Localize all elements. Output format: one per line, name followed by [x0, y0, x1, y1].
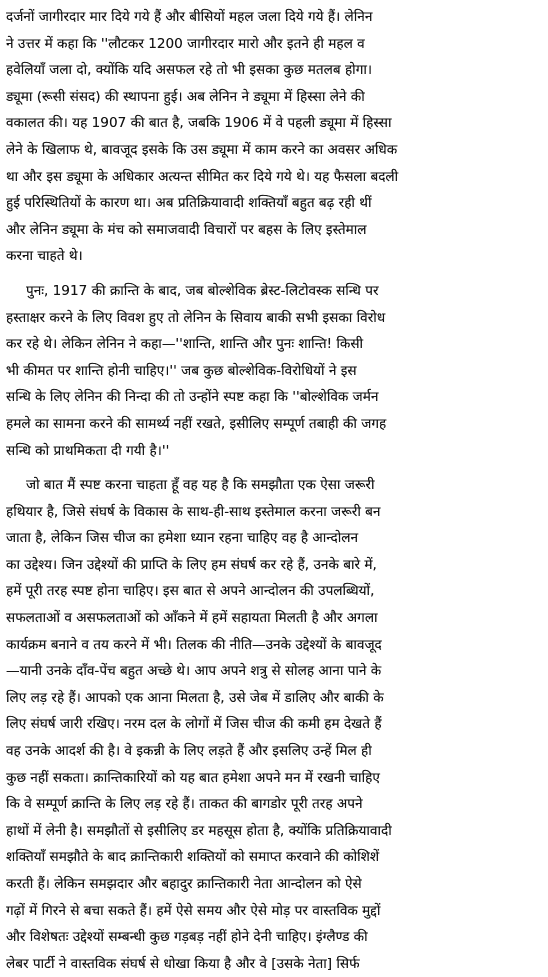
- text-line: —यानी उनके दाँव-पेंच बहुत अच्छे थे। आप अपने शत्रु से सोलह आना पाने के: [6, 663, 382, 680]
- paragraph-spacer: [6, 464, 542, 472]
- text-line: था और इस ड्यूमा के अधिकार अत्यन्त सीमित कर दिये गये थे। यह फैसला बदली: [6, 168, 399, 185]
- text-line: कार्यक्रम बनाने व तय करने में भी। तिलक की नीति—उनके उद्देश्यों के बावजूद: [6, 636, 382, 653]
- text-line: ड्यूमा (रूसी संसद) की स्थापना हुई। अब लेनिन ने ड्यूमा में हिस्सा लेने की: [6, 88, 365, 105]
- text-line: और विशेषतः उद्देश्यों सम्बन्धी कुछ गड़बड़ नहीं होने देनी चाहिए। इंग्लैण्ड की: [6, 929, 368, 946]
- text-line: शक्तियाँ समझौते के बाद क्रान्तिकारी शक्तियों को समाप्त करवाने की कोशिशें: [6, 849, 380, 866]
- paragraph-2: [6, 278, 542, 464]
- text-line: हुई परिस्थितियों के कारण था। अब प्रतिक्रियावादी शक्तियाँ बहुत बढ़ रही थीं: [6, 195, 372, 212]
- text-line: दर्जनों जागीरदार मार दिये गये हैं और बीसियों महल जला दिये गये हैं। लेनिन: [6, 9, 373, 25]
- paragraph-3: [6, 472, 542, 977]
- text-line: हाथों में लेनी है। समझौतों से इसीलिए डर महसूस होता है, क्योंकि प्रतिक्रियावादी: [6, 822, 392, 839]
- text-line: कि वे सम्पूर्ण क्रान्ति के लिए लड़ रहे हैं। ताकत की बागडोर पूरी तरह अपने: [6, 796, 363, 813]
- text-line: पुनः, 1917 की क्रान्ति के बाद, जब बोल्शेविक ब्रेस्ट-लिटोवस्क सन्धि पर: [26, 282, 379, 299]
- text-line: जाता है, लेकिन जिस चीज का हमेशा ध्यान रहना चाहिए वह है आन्दोलन: [6, 530, 358, 547]
- text-line: सफलताओं व असफलताओं को आँकने में हमें सहायता मिलती है और अगला: [6, 610, 378, 627]
- text-line: हवेलियाँ जला दो, क्योंकि यदि असफल रहे तो भी इसका कुछ मतलब होगा।: [6, 62, 373, 79]
- paragraph-spacer: [6, 270, 542, 278]
- text-line: का उद्देश्य। जिन उद्देश्यों की प्राप्ति के लिए हम संघर्ष कर रहे हैं, उनके बारे में,: [6, 556, 377, 573]
- text-line: हमले का सामना करने की सामर्थ्य नहीं रखते, इसीलिए सम्पूर्ण तबाही की जगह: [6, 415, 387, 432]
- text-line: लेने के खिलाफ थे, बावजूद इसके कि उस ड्यूमा में काम करने का अवसर अधिक: [6, 141, 398, 158]
- text-line: जो बात मैं स्पष्ट करना चाहता हूँ वह यह है कि समझौता एक ऐसा जरूरी: [26, 477, 375, 494]
- paragraph-1: [6, 4, 542, 270]
- text-line: ने उत्तर में कहा कि ''लौटकर 1200 जागीरदार मारो और इतने ही महल व: [6, 35, 365, 52]
- text-line: लिए लड़ रहे हैं। आपको एक आना मिलता है, उसे जेब में डालिए और बाकी के: [6, 689, 384, 706]
- text-line: कुछ नहीं सकता। क्रान्तिकारियों को यह बात हमेशा अपने मन में रखनी चाहिए: [6, 769, 380, 786]
- text-line: और लेनिन ड्यूमा के मंच को समाजवादी विचारों पर बहस के लिए इस्तेमाल: [6, 221, 367, 238]
- text-line: करना चाहते थे।: [6, 248, 83, 265]
- text-line: वह उनके आदर्श की है। वे इकन्नी के लिए लड़ते हैं और इसलिए उन्हें मिल ही: [6, 743, 372, 760]
- text-line: हमें पूरी तरह स्पष्ट होना चाहिए। इस बात से अपने आन्दोलन की उपलब्धियों,: [6, 583, 375, 600]
- text-line: सन्धि के लिए लेनिन की निन्दा की तो उन्होंने स्पष्ट कहा कि ''बोल्शेविक जर्मन: [6, 389, 379, 406]
- text-line: वकालत की। यह 1907 की बात है, जबकि 1906 में वे पहली ड्यूमा में हिस्सा: [6, 115, 392, 132]
- text-line: गढ़ों में गिरने से बचा सकते हैं। हमें ऐसे समय और ऐसे मोड़ पर वास्तविक मुद्दों: [6, 902, 381, 919]
- text-line: हस्ताक्षर करने के लिए विवश हुए तो लेनिन के सिवाय बाकी सभी इसका विरोध: [6, 309, 386, 326]
- text-line: सन्धि को प्राथमिकता दी गयी है।'': [6, 442, 170, 459]
- text-line: हथियार है, जिसे संघर्ष के विकास के साथ-ही-साथ इस्तेमाल करना जरूरी बन: [6, 503, 381, 520]
- text-line: कर रहे थे। लेकिन लेनिन ने कहा—''शान्ति, शान्ति और पुनः शान्ति! किसी: [6, 336, 364, 353]
- text-line: भी कीमत पर शान्ति होनी चाहिए।'' जब कुछ बोल्शेविक-विरोधियों ने इस: [6, 362, 357, 379]
- text-line: लिए संघर्ष जारी रखिए। नरम दल के लोगों में जिस चीज की कमी हम देखते हैं: [6, 716, 382, 733]
- text-line: लेबर पार्टी ने वास्तविक संघर्ष से धोखा किया है और वे [उसके नेता] सिर्फ: [6, 955, 360, 972]
- text-line: करती हैं। लेकिन समझदार और बहादुर क्रान्तिकारी नेता आन्दोलन को ऐसे: [6, 876, 362, 892]
